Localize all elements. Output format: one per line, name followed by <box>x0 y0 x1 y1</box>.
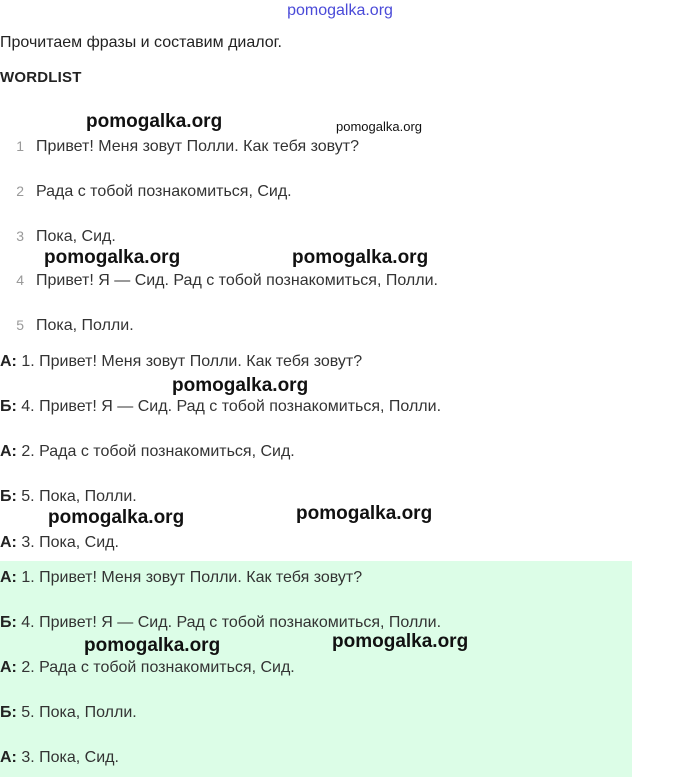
speaker-label: Б: <box>0 614 17 631</box>
watermark: pomogalka.org <box>296 503 433 524</box>
item-number: 5 <box>16 317 24 333</box>
item-number: 4 <box>16 272 24 288</box>
line-text: 2. Рада с тобой познакомиться, Сид. <box>16 659 295 676</box>
watermark: pomogalka.org <box>84 635 221 656</box>
answer-line <box>0 659 295 677</box>
line-text: 3. Пока, Сид. <box>16 749 119 766</box>
speaker-label: А: <box>0 659 17 676</box>
watermark: pomogalka.org <box>44 247 181 268</box>
line-text: 1. Привет! Меня зовут Полли. Как тебя зовут? <box>16 569 363 586</box>
answer-line <box>0 704 137 722</box>
dialogue-line <box>0 353 362 371</box>
line-text: 5. Пока, Полли. <box>16 488 137 505</box>
speaker-label: Б: <box>0 398 17 415</box>
line-text: 2. Рада с тобой познакомиться, Сид. <box>16 443 295 460</box>
dialogue-line <box>0 398 441 416</box>
item-number: 1 <box>16 138 24 154</box>
wordlist-item <box>0 228 116 246</box>
item-text: Привет! Меня зовут Полли. Как тебя зовут? <box>36 138 359 155</box>
item-number: 3 <box>16 228 24 244</box>
item-text: Пока, Сид. <box>36 228 116 245</box>
watermark: pomogalka.org <box>48 507 185 528</box>
line-text: 4. Привет! Я — Сид. Рад с тобой познакомиться, Полли. <box>16 398 442 415</box>
wordlist-item <box>0 317 134 335</box>
wordlist-title: WORDLIST <box>0 69 82 86</box>
speaker-label: А: <box>0 749 17 766</box>
item-text: Привет! Я — Сид. Рад с тобой познакомиться, Полли. <box>36 272 438 289</box>
line-text: 5. Пока, Полли. <box>16 704 137 721</box>
watermark: pomogalka.org <box>172 375 309 396</box>
answer-line <box>0 569 362 587</box>
line-text: 3. Пока, Сид. <box>16 534 119 551</box>
dialogue-line <box>0 534 119 552</box>
wordlist-item <box>0 138 359 156</box>
watermark: pomogalka.org <box>336 119 422 134</box>
item-text: Пока, Полли. <box>36 317 134 334</box>
item-text: Рада с тобой познакомиться, Сид. <box>36 183 292 200</box>
watermark: pomogalka.org <box>86 111 223 132</box>
speaker-label: А: <box>0 569 17 586</box>
speaker-label: А: <box>0 534 17 551</box>
line-text: 4. Привет! Я — Сид. Рад с тобой познакомиться, Полли. <box>16 614 442 631</box>
dialogue-line <box>0 443 295 461</box>
speaker-label: А: <box>0 353 17 370</box>
task-instruction: Прочитаем фразы и составим диалог. <box>0 34 282 51</box>
answer-line <box>0 749 119 767</box>
watermark: pomogalka.org <box>292 247 429 268</box>
answer-line <box>0 614 441 632</box>
speaker-label: А: <box>0 443 17 460</box>
line-text: 1. Привет! Меня зовут Полли. Как тебя зовут? <box>16 353 363 370</box>
site-watermark-header: pomogalka.org <box>287 2 393 19</box>
watermark: pomogalka.org <box>332 631 469 652</box>
speaker-label: Б: <box>0 704 17 721</box>
item-number: 2 <box>16 183 24 199</box>
wordlist-item <box>0 183 292 201</box>
wordlist-item <box>0 272 438 290</box>
dialogue-line <box>0 488 137 506</box>
speaker-label: Б: <box>0 488 17 505</box>
